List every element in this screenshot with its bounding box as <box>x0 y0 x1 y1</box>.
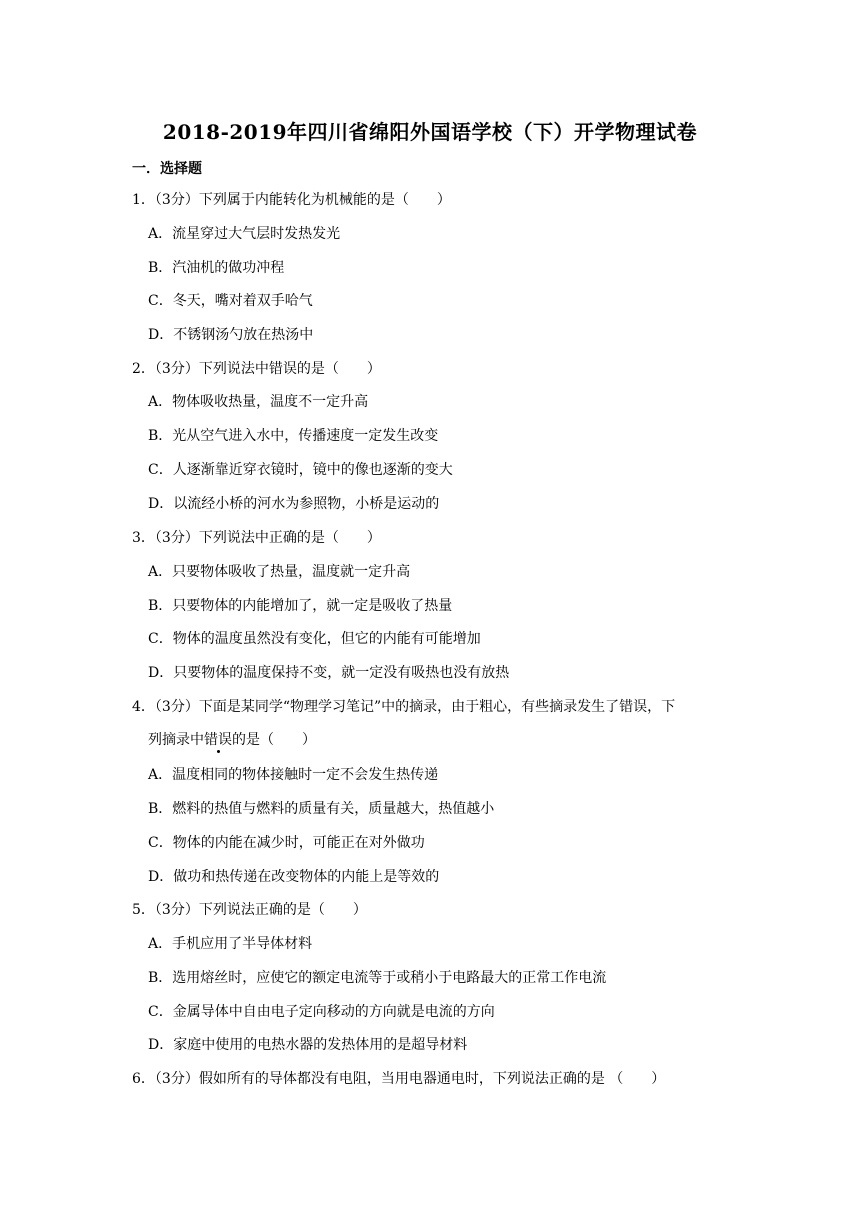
question-2-option-a: A．物体吸收热量，温度不一定升高 <box>148 394 369 410</box>
emphasis-word: 错误 <box>204 732 232 748</box>
question-3-option-b: B．只要物体的内能增加了，就一定是吸收了热量 <box>148 598 453 614</box>
question-4-option-d: D．做功和热传递在改变物体的内能上是等效的 <box>148 869 440 885</box>
question-2-option-c: C．人逐渐靠近穿衣镜时，镜中的像也逐渐的变大 <box>148 462 453 478</box>
question-3-option-c: C．物体的温度虽然没有变化，但它的内能有可能增加 <box>148 631 481 647</box>
question-1-option-a: A．流星穿过大气层时发热发光 <box>148 226 341 242</box>
question-6-stem: 6．（3分）假如所有的导体都没有电阻，当用电器通电时，下列说法正确的是 （ ） <box>132 1071 666 1087</box>
question-1-option-c: C．冬天，嘴对着双手哈气 <box>148 293 313 309</box>
question-4-stem-continuation <box>148 730 316 750</box>
question-2-stem: 2．（3分）下列说法中错误的是（ ） <box>132 361 381 377</box>
question-5-option-b: B．选用熔丝时，应使它的额定电流等于或稍小于电路最大的正常工作电流 <box>148 970 607 986</box>
question-5-option-c: C．金属导体中自由电子定向移动的方向就是电流的方向 <box>148 1004 495 1020</box>
question-3-option-a: A．只要物体吸收了热量，温度就一定升高 <box>148 564 411 580</box>
question-4-option-b: B．燃料的热值与燃料的质量有关，质量越大，热值越小 <box>148 801 495 817</box>
question-1-option-d: D．不锈钢汤勺放在热汤中 <box>148 327 314 343</box>
question-1-stem: 1．（3分）下列属于内能转化为机械能的是（ ） <box>132 192 451 208</box>
question-1-option-b: B．汽油机的做功冲程 <box>148 260 285 276</box>
question-4-stem: 4．（3分）下面是某同学“物理学习笔记”中的摘录，由于粗心，有些摘录发生了错误，下 <box>132 699 676 715</box>
question-5-stem: 5．（3分）下列说法正确的是（ ） <box>132 902 367 918</box>
question-2-option-b: B．光从空气进入水中，传播速度一定发生改变 <box>148 428 439 444</box>
exam-title: 2018-2019年四川省绵阳外国语学校（下）开学物理试卷 <box>162 120 698 144</box>
question-4-option-c: C．物体的内能在减少时，可能正在对外做功 <box>148 835 425 851</box>
question-5-option-a: A．手机应用了半导体材料 <box>148 936 313 952</box>
question-3-stem: 3．（3分）下列说法中正确的是（ ） <box>132 530 381 546</box>
stem-cont-prefix: 列摘录中 <box>148 732 204 748</box>
question-5-option-d: D．家庭中使用的电热水器的发热体用的是超导材料 <box>148 1037 468 1053</box>
question-2-option-d: D．以流经小桥的河水为参照物，小桥是运动的 <box>148 496 440 512</box>
question-3-option-d: D．只要物体的温度保持不变，就一定没有吸热也没有放热 <box>148 665 510 681</box>
section-heading: 一．选择题 <box>132 161 202 177</box>
stem-cont-suffix: 的是（ ） <box>232 732 316 748</box>
question-4-option-a: A．温度相同的物体接触时一定不会发生热传递 <box>148 767 439 783</box>
